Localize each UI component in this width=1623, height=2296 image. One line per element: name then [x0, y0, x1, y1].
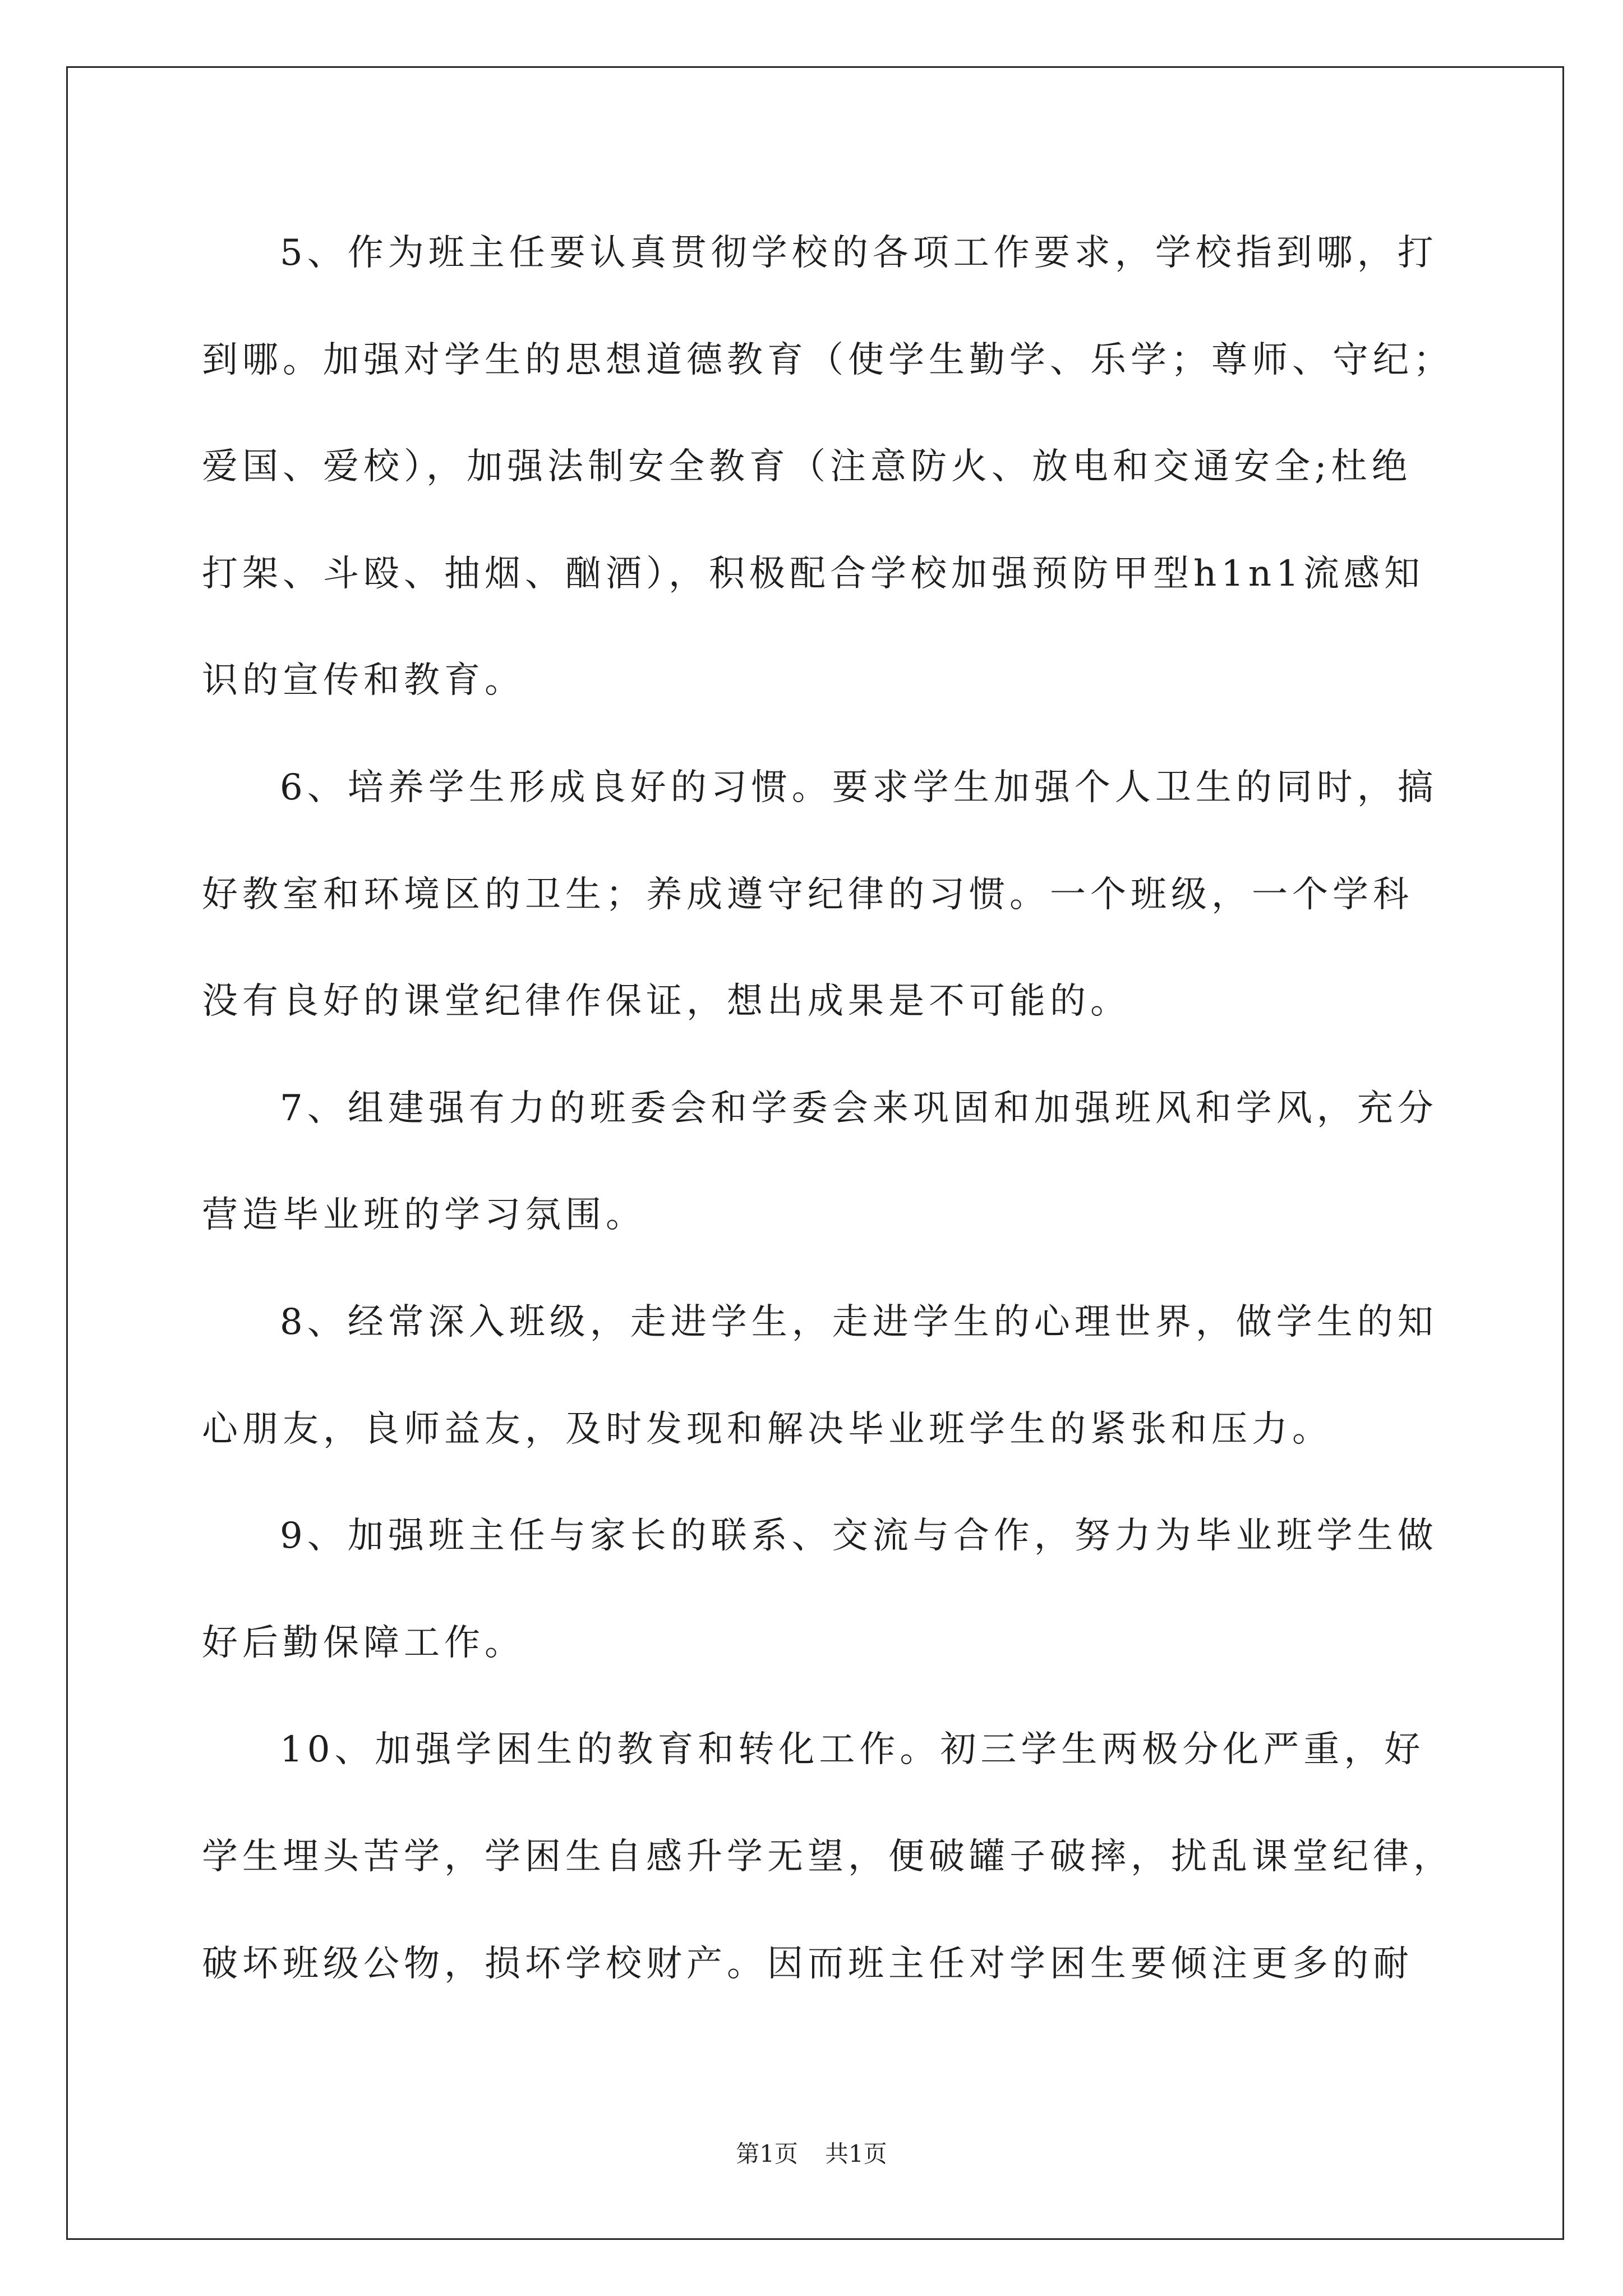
paragraph-item-8 [202, 1269, 1537, 1483]
text-line: 10、加强学困生的教育和转化工作。初三学生两极分化严重，好 [280, 1729, 1425, 1771]
text-line: 识的宣传和教育。 [202, 660, 525, 702]
paragraph-item-7 [202, 1055, 1537, 1269]
text-line: 打架、斗殴、抽烟、酗酒），积极配合学校加强预防甲型h1n1流感知 [202, 553, 1424, 595]
text-line: 好教室和环境区的卫生；养成遵守纪律的习惯。一个班级，一个学科 [202, 873, 1413, 915]
text-line: 到哪。加强对学生的思想道德教育（使学生勤学、乐学；尊师、守纪； [202, 339, 1454, 381]
text-line: 爱国、爱校），加强法制安全教育（注意防火、放电和交通安全;杜绝 [202, 446, 1412, 488]
text-line: 没有良好的课堂纪律作保证，想出成果是不可能的。 [202, 981, 1131, 1023]
text-line: 7、组建强有力的班委会和学委会来巩固和加强班风和学风，充分 [280, 1087, 1438, 1129]
document-body [202, 200, 1537, 2017]
text-line: 营造毕业班的学习氛围。 [202, 1194, 646, 1236]
text-line: 8、经常深入班级，走进学生，走进学生的心理世界，做学生的知 [280, 1301, 1438, 1343]
paragraph-item-10 [202, 1696, 1537, 2017]
text-line: 破坏班级公物，损坏学校财产。因而班主任对学困生要倾注更多的耐 [202, 1943, 1413, 1985]
page-total-label: 共1页 [825, 2140, 887, 2168]
page-footer [0, 2138, 1623, 2170]
text-line: 6、培养学生形成良好的习惯。要求学生加强个人卫生的同时，搞 [280, 766, 1438, 808]
paragraph-item-5 [202, 200, 1537, 734]
page-number-label: 第1页 [736, 2140, 798, 2168]
text-line: 9、加强班主任与家长的联系、交流与合作，努力为毕业班学生做 [280, 1515, 1438, 1557]
text-line: 5、作为班主任要认真贯彻学校的各项工作要求，学校指到哪，打 [280, 232, 1438, 274]
text-line: 好后勤保障工作。 [202, 1622, 525, 1664]
paragraph-item-9 [202, 1483, 1537, 1696]
paragraph-item-6 [202, 734, 1537, 1055]
text-line: 心朋友，良师益友，及时发现和解决毕业班学生的紧张和压力。 [202, 1408, 1332, 1450]
text-line: 学生埋头苦学，学困生自感升学无望，便破罐子破摔，扰乱课堂纪律， [202, 1835, 1454, 1878]
